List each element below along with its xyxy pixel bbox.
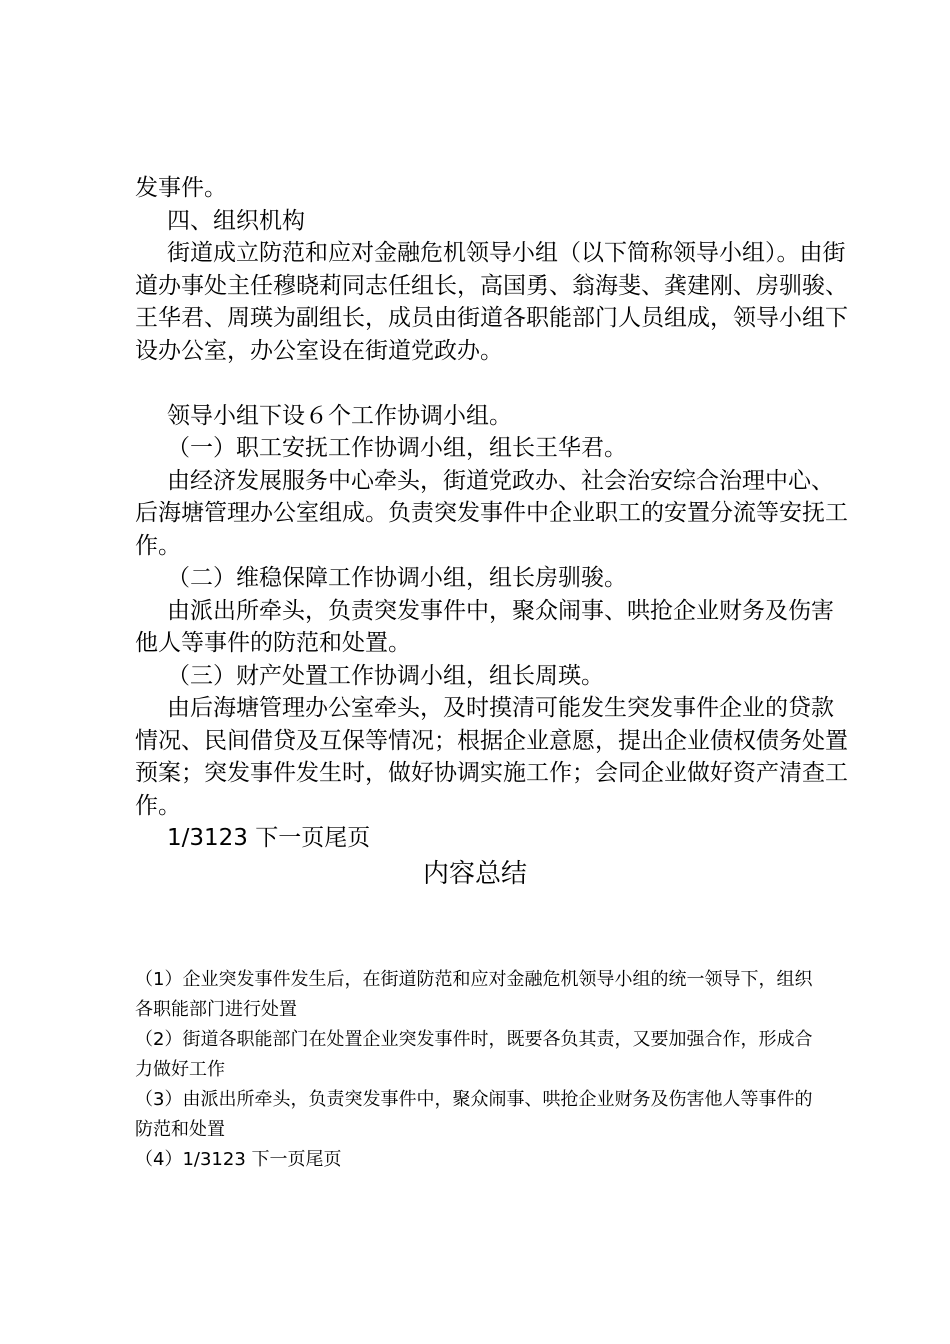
subsection-heading: （一）职工安抚工作协调小组，组长王华君。 [167,435,627,461]
pagination-text: 1/3123 下一页尾页 [167,825,371,851]
paragraph: 领导小组下设６个工作协调小组。 [167,402,512,429]
blank-line [135,367,855,400]
section-heading: 四、组织机构 [167,207,305,234]
summary-title: 内容总结 [422,859,527,889]
paragraph: 发事件。 [135,175,227,201]
paragraph: 由经济发展服务中心牵头，街道党政办、社会治安综合治理中心、后海塘管理办公室组成。负责突发事件中企业职工的安置分流等安抚工作。 [135,467,848,559]
document-body [135,172,855,855]
summary-item: （1）企业突发事件发生后，在街道防范和应对金融危机领导小组的统一领导下，组织各职能部门进行处置 [135,969,813,1020]
summary-item: （2）街道各职能部门在处置企业突发事件时，既要各负其责，又要加强合作，形成合力做好工作 [135,1029,813,1080]
paragraph: 由后海塘管理办公室牵头，及时摸清可能发生突发事件企业的贷款情况、民间借贷及互保等情况；根据企业意愿，提出企业债权债务处置预案；突发事件发生时，做好协调实施工作；会同企业做好资产清查工作。 [135,695,848,819]
summary-item: （3）由派出所牵头，负责突发事件中，聚众闹事、哄抢企业财务及伤害他人等事件的防范和处置 [135,1089,813,1140]
summary-item: （4）1/3123 下一页尾页 [135,1149,342,1170]
subsection-heading: （三）财产处置工作协调小组，组长周瑛。 [167,662,604,689]
subsection-heading: （二）维稳保障工作协调小组，组长房驯骏。 [167,565,627,591]
paragraph: 街道成立防范和应对金融危机领导小组（以下简称领导小组）。由街道办事处主任穆晓莉同志任组长，高国勇、翁海斐、龚建刚、房驯骏、王华君、周瑛为副组长，成员由街道各职能部门人员组成，领导小组下设办公室，办公室设在街道党政办。 [135,240,848,364]
paragraph: 由派出所牵头，负责突发事件中，聚众闹事、哄抢企业财务及伤害他人等事件的防范和处置。 [135,597,834,656]
summary-list [135,965,825,1175]
